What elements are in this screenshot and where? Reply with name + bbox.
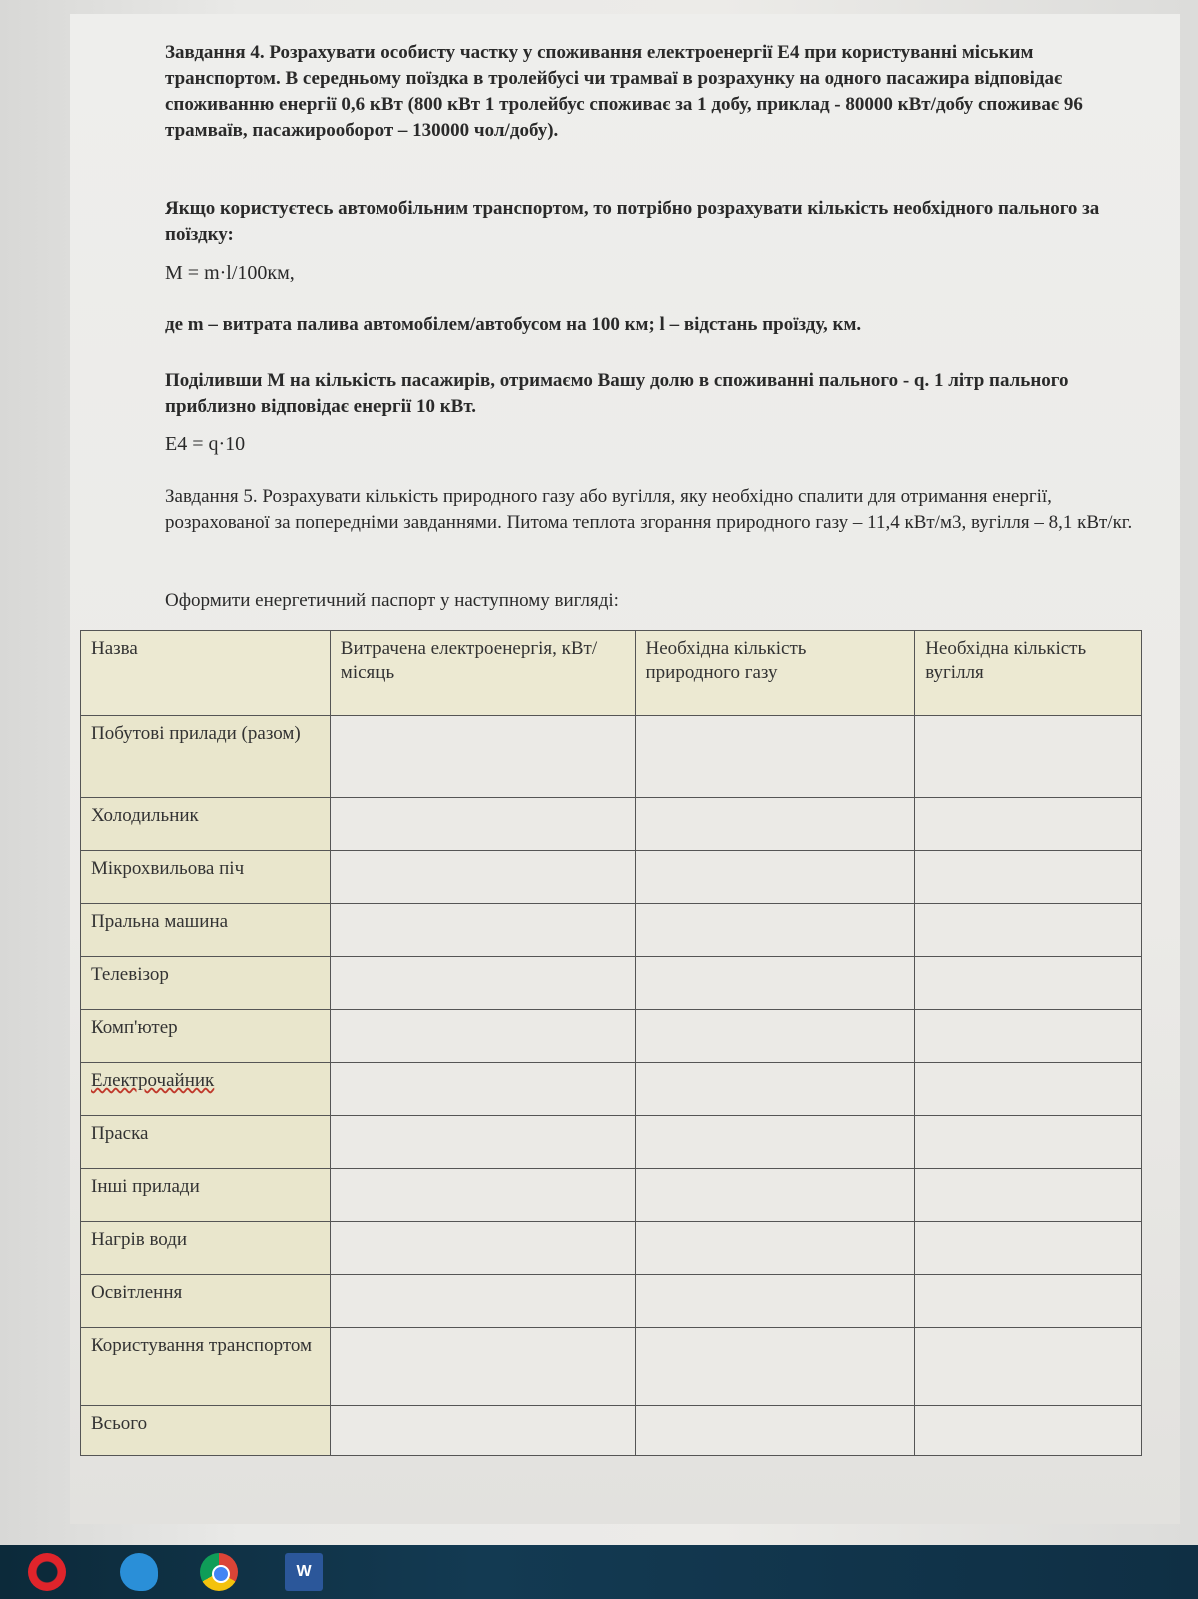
cell-electricity[interactable] (330, 798, 635, 851)
table-row (81, 716, 1142, 798)
cell-coal[interactable] (915, 1063, 1142, 1116)
cell-coal[interactable] (915, 957, 1142, 1010)
task5-paragraph: Завдання 5. Розрахувати кількість природного газу або вугілля, яку необхідно спалити для отримання енергії, розрахованої за попередніми завданнями. Питома теплота згорання природного газу – 11,4 кВт/м3, вугілля – 8,1 кВт/кг. (165, 486, 1133, 533)
cell-electricity[interactable] (330, 851, 635, 904)
row-label: Праска (81, 1116, 331, 1169)
header-name: Назва (81, 631, 331, 716)
cell-electricity[interactable] (330, 1275, 635, 1328)
cell-electricity[interactable] (330, 716, 635, 798)
cell-electricity[interactable] (330, 1010, 635, 1063)
cell-gas[interactable] (635, 798, 915, 851)
header-gas: Необхідна кількість природного газу (635, 631, 915, 716)
cell-gas[interactable] (635, 1222, 915, 1275)
cell-electricity[interactable] (330, 904, 635, 957)
row-label: Побутові прилади (разом) (81, 716, 331, 798)
cell-coal[interactable] (915, 1010, 1142, 1063)
row-label: Інші прилади (81, 1169, 331, 1222)
cell-coal[interactable] (915, 716, 1142, 798)
definition-text: де m – витрата палива автомобілем/автобусом на 100 км; l – відстань проїзду, км. (165, 314, 862, 335)
table-row (81, 957, 1142, 1010)
table-row (81, 1275, 1142, 1328)
table-row (81, 1222, 1142, 1275)
task4-car-paragraph (165, 196, 1150, 248)
task4-share-paragraph (165, 368, 1150, 420)
table-row (81, 1010, 1142, 1063)
row-label (81, 1063, 331, 1116)
cell-coal[interactable] (915, 798, 1142, 851)
car-fuel-text: Якщо користуєтесь автомобільним транспортом, то потрібно розрахувати кількість необхідного пального за поїздку: (165, 198, 1100, 245)
cell-gas[interactable] (635, 957, 915, 1010)
row-label-text: Електрочайник (91, 1070, 215, 1091)
cell-gas[interactable] (635, 904, 915, 957)
cell-electricity[interactable] (330, 1063, 635, 1116)
row-label: Освітлення (81, 1275, 331, 1328)
windows-taskbar (0, 1545, 1198, 1599)
cell-gas[interactable] (635, 1116, 915, 1169)
row-label: Холодильник (81, 798, 331, 851)
table-row (81, 798, 1142, 851)
row-label: Комп'ютер (81, 1010, 331, 1063)
edge-icon[interactable] (120, 1553, 158, 1591)
cell-coal[interactable] (915, 904, 1142, 957)
header-coal: Необхідна кількість вугілля (915, 631, 1142, 716)
cell-gas[interactable] (635, 1063, 915, 1116)
cell-electricity[interactable] (330, 1116, 635, 1169)
cell-coal[interactable] (915, 1328, 1142, 1406)
passport-intro: Оформити енергетичний паспорт у наступному вигляді: (165, 590, 619, 611)
row-label: Мікрохвильова піч (81, 851, 331, 904)
header-electricity: Витрачена електроенергія, кВт/місяць (330, 631, 635, 716)
cell-coal[interactable] (915, 1222, 1142, 1275)
table-row (81, 1406, 1142, 1456)
cell-coal[interactable] (915, 1275, 1142, 1328)
formula-e4: Е4 = q·10 (165, 433, 246, 455)
table-row (81, 1169, 1142, 1222)
row-label: Користування транспортом (81, 1328, 331, 1406)
table-row (81, 851, 1142, 904)
row-label: Нагрів води (81, 1222, 331, 1275)
cell-electricity[interactable] (330, 1169, 635, 1222)
task4-text: Завдання 4. Розрахувати особисту частку у споживання електроенергії Е4 при користуванні міським транспортом. В середньому поїздка в тролейбусі чи трамваї в розрахунку на одного пасажира відповідає споживанню енергії 0,6 кВт (800 кВт 1 тролейбус споживає за 1 добу, приклад - 80000 кВт/добу споживає 96 трамваїв, пасажирооборот – 130000 чол/добу). (165, 42, 1083, 141)
table-row (81, 1063, 1142, 1116)
cell-gas[interactable] (635, 1328, 915, 1406)
row-label: Пральна машина (81, 904, 331, 957)
task4-definition (165, 312, 1150, 338)
table-row (81, 904, 1142, 957)
cell-gas[interactable] (635, 1406, 915, 1456)
cell-gas[interactable] (635, 716, 915, 798)
table-row (81, 1328, 1142, 1406)
word-icon[interactable]: W (285, 1553, 323, 1591)
task4-paragraph (165, 40, 1150, 144)
cell-gas[interactable] (635, 1275, 915, 1328)
cell-electricity[interactable] (330, 1328, 635, 1406)
row-label: Телевізор (81, 957, 331, 1010)
cell-coal[interactable] (915, 1116, 1142, 1169)
cell-electricity[interactable] (330, 1222, 635, 1275)
formula-m: М = m·l/100км, (165, 262, 295, 284)
cell-electricity[interactable] (330, 957, 635, 1010)
energy-passport-table (80, 630, 1142, 1456)
cell-gas[interactable] (635, 1010, 915, 1063)
row-label: Всього (81, 1406, 331, 1456)
table-header-row (81, 631, 1142, 716)
cell-coal[interactable] (915, 851, 1142, 904)
cell-coal[interactable] (915, 1169, 1142, 1222)
table-row (81, 1116, 1142, 1169)
chrome-icon[interactable] (200, 1553, 238, 1591)
opera-icon[interactable] (28, 1553, 66, 1591)
share-text: Поділивши М на кількість пасажирів, отримаємо Вашу долю в споживанні пального - q. 1 літр пального приблизно відповідає енергії 10 кВт. (165, 370, 1069, 417)
cell-gas[interactable] (635, 851, 915, 904)
cell-gas[interactable] (635, 1169, 915, 1222)
cell-electricity[interactable] (330, 1406, 635, 1456)
cell-coal[interactable] (915, 1406, 1142, 1456)
